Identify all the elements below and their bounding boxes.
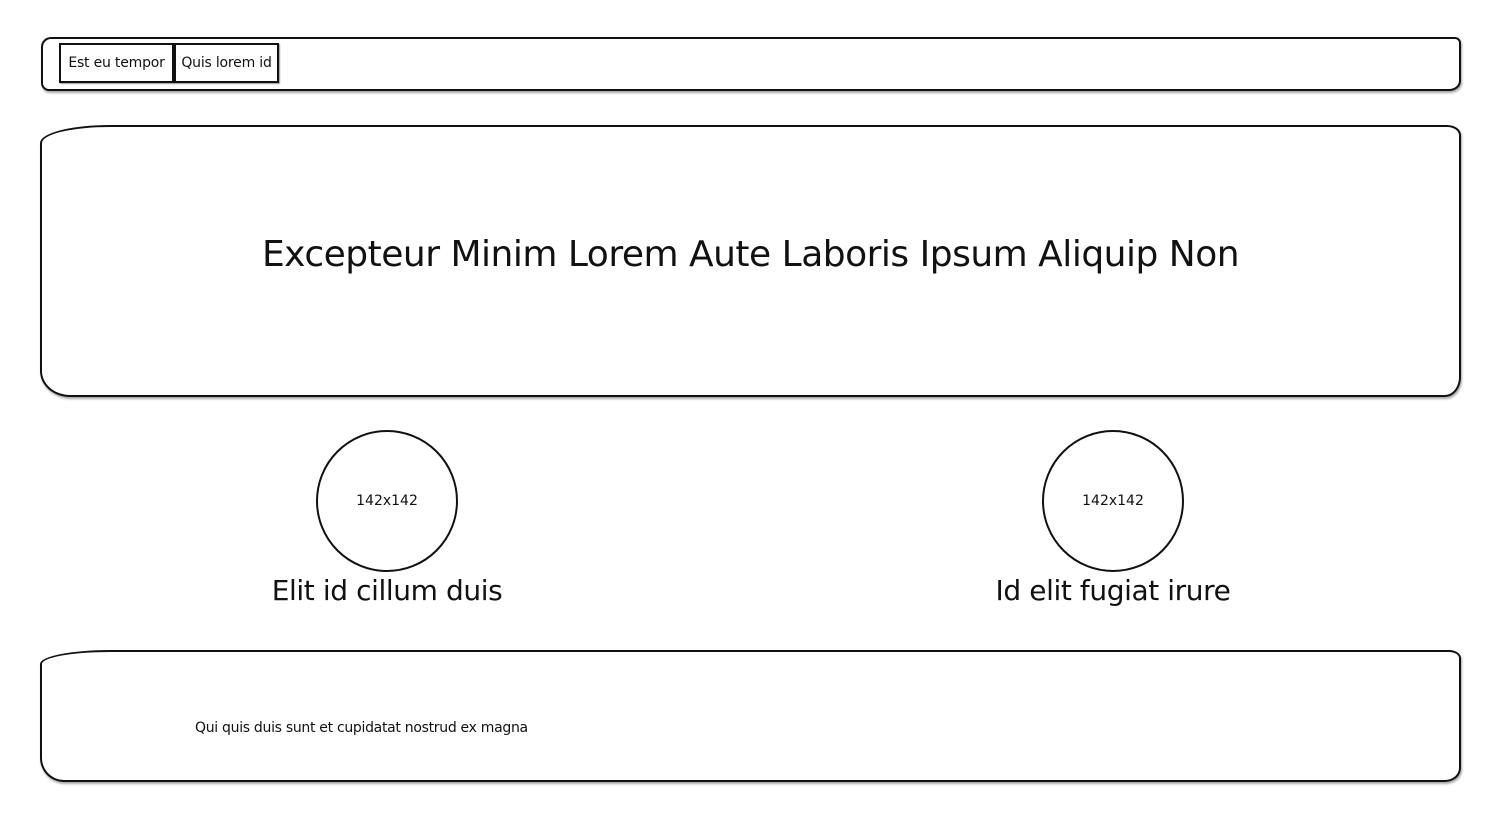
feature-card xyxy=(237,430,537,607)
footer xyxy=(40,650,1461,782)
nav-tab-quis-lorem-id[interactable]: Quis lorem id xyxy=(174,43,279,83)
hero-title: Excepteur Minim Lorem Aute Laboris Ipsum Aliquip Non xyxy=(261,233,1240,275)
footer-text: Qui quis duis sunt et cupidatat nostrud ex magna xyxy=(195,720,528,736)
hero-banner xyxy=(40,125,1461,397)
top-nav-bar xyxy=(41,37,1461,91)
feature-card xyxy=(963,430,1263,607)
nav-tab-est-eu-tempor[interactable]: Est eu tempor xyxy=(59,43,174,83)
image-placeholder xyxy=(316,430,458,572)
feature-caption: Elit id cillum duis xyxy=(271,574,503,607)
image-size-label: 142x142 xyxy=(356,493,418,509)
image-size-label: 142x142 xyxy=(1082,493,1144,509)
image-placeholder xyxy=(1042,430,1184,572)
feature-caption: Id elit fugiat irure xyxy=(995,574,1231,607)
